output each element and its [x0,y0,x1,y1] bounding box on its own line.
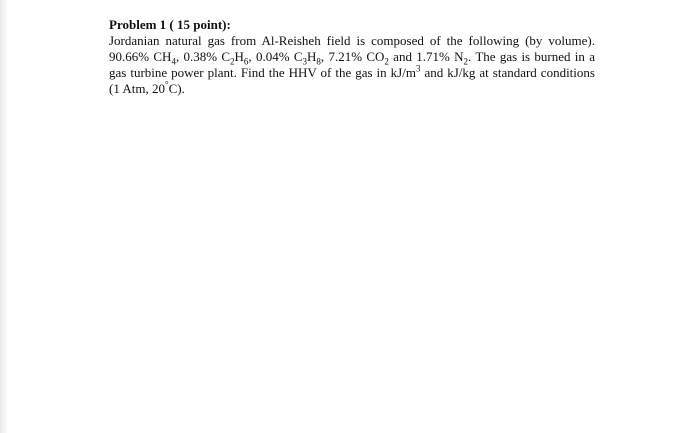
co2-formula [366,49,389,67]
problem-block [109,17,595,97]
unit-volume-base: kJ/m [390,65,416,80]
c2h6-subscript-2: 6 [243,56,249,67]
c2h6-percent: 0.38% [183,49,222,64]
conjunction: and [388,49,417,64]
unit-volume-superscript: 3 [415,63,421,74]
c2h6-carbon: C [221,49,231,64]
ch4-subscript: 4 [171,56,176,67]
n2-percent: 1.71% [416,49,455,64]
problem-title: Problem 1 ( 15 point): [109,17,231,32]
page-edge-shadow [0,0,8,433]
n2-formula [454,49,469,67]
co2-base: CO [366,49,385,64]
conjunction: and [420,65,448,80]
ch4-percent: 90.66% [109,49,154,64]
c3h8-carbon: C [293,49,303,64]
separator: , [320,49,329,64]
n2-subscript: 2 [463,56,469,67]
separator: , [175,49,184,64]
c2h6-hydrogen: H [234,49,244,64]
c2h6-subscript-1: 2 [230,56,235,67]
c3h8-subscript-1: 3 [302,56,308,67]
degree-symbol: ° [164,79,169,90]
c3h8-formula [293,49,321,67]
c3h8-hydrogen: H [307,49,317,64]
ch4-base: CH [153,49,172,64]
co2-subscript: 2 [384,56,389,67]
problem-middle: . The gas is burned in a gas turbine power plant. Find the HHV of the gas in [109,49,595,80]
ch4-formula [153,49,176,67]
c3h8-percent: 0.04% [255,49,294,64]
problem-intro: Jordanian natural gas from Al-Reisheh field is composed of the following (by volume). [109,33,595,48]
unit-mass: kJ/kg [447,65,476,80]
co2-percent: 7.21% [328,49,367,64]
separator: , [248,49,256,64]
n2-base: N [454,49,464,64]
problem-text [109,33,595,97]
problem-tail: at standard conditions (1 Atm, 20 [109,65,595,96]
unit-volume [391,65,421,80]
c2h6-formula [221,49,249,67]
problem-tail-end: C). [168,81,185,96]
c3h8-subscript-2: 8 [316,56,321,67]
